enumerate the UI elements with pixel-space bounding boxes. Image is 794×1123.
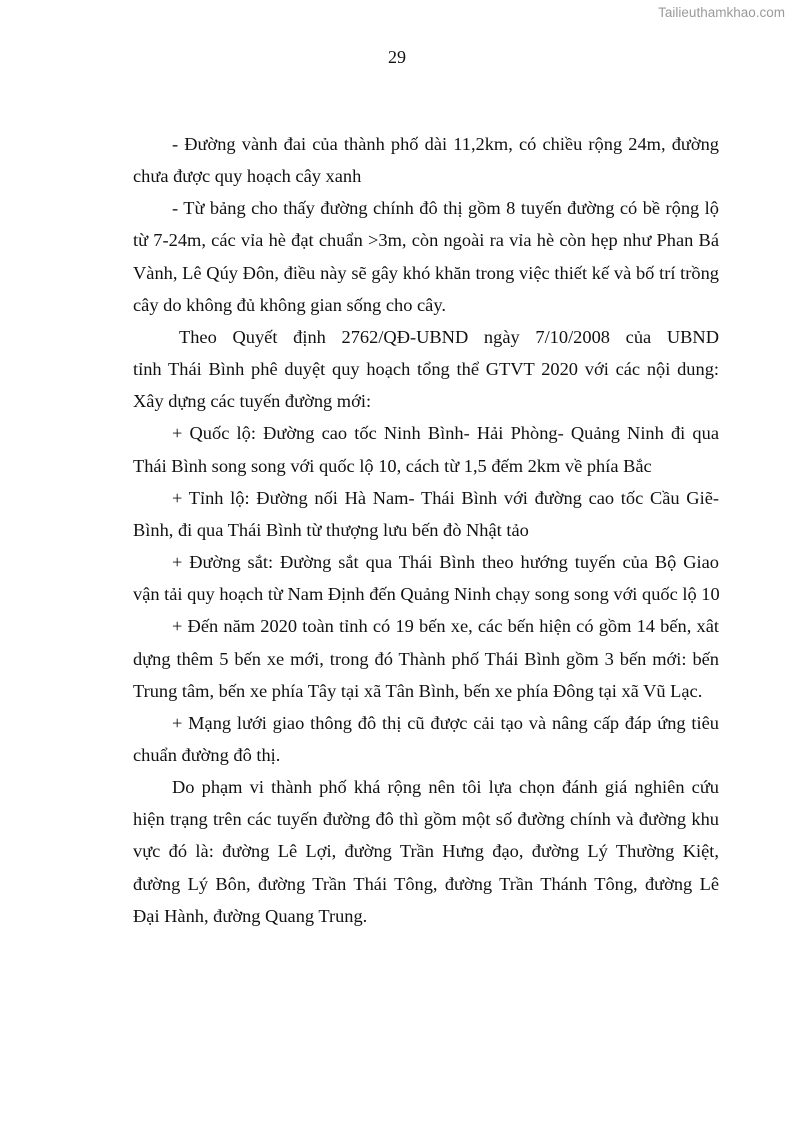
paragraph bbox=[133, 417, 719, 481]
text-line: cây do không đủ không gian sống cho cây. bbox=[133, 294, 446, 315]
paragraph bbox=[133, 546, 719, 610]
paragraph bbox=[133, 771, 719, 932]
text-line: + Tỉnh lộ: Đường nối Hà Nam- Thái Bình với đường cao tốc Cầu Giẽ- bbox=[172, 487, 719, 508]
text-line: Đại Hành, đường Quang Trung. bbox=[133, 905, 368, 926]
text-line: vực đó là: đường Lê Lợi, đường Trần Hưng đạo, đường Lý Thường Kiệt, bbox=[133, 841, 719, 862]
text-line: Bình, đi qua Thái Bình từ thượng lưu bến đò Nhật tảo bbox=[133, 519, 529, 540]
text-line: - Đường vành đai của thành phố dài 11,2km, có chiều rộng 24m, đường bbox=[172, 134, 719, 154]
paragraph bbox=[133, 128, 719, 192]
text-line: Xây dựng các tuyến đường mới: bbox=[133, 391, 372, 412]
text-line: - Từ bảng cho thấy đường chính đô thị gồm 8 tuyến đường có bề rộng lộ bbox=[172, 198, 719, 219]
text-line: Theo Quyết định 2762/QĐ-UBND ngày 7/10/2008 của UBND bbox=[179, 326, 719, 347]
paragraph bbox=[133, 610, 719, 706]
paragraph bbox=[133, 321, 719, 417]
text-line: + Mạng lưới giao thông đô thị cũ được cải tạo và nâng cấp đáp ứng tiêu bbox=[172, 712, 719, 733]
paragraph bbox=[133, 707, 719, 771]
text-line: hiện trạng trên các tuyến đường đô thì gồm một số đường chính và đường khu bbox=[133, 809, 719, 830]
text-line: chưa được quy hoạch cây xanh bbox=[133, 166, 362, 187]
paragraph bbox=[133, 482, 719, 546]
document-body bbox=[133, 128, 719, 932]
text-line: chuẩn đường đô thị. bbox=[133, 744, 281, 765]
text-line: từ 7-24m, các vỉa hè đạt chuẩn >3m, còn ngoài ra vỉa hè còn hẹp như Phan Bá bbox=[133, 230, 719, 251]
text-line: Do phạm vi thành phố khá rộng nên tôi lựa chọn đánh giá nghiên cứu bbox=[172, 777, 719, 798]
text-line: Thái Bình song song với quốc lộ 10, cách từ 1,5 đếm 2km về phía Bắc bbox=[133, 455, 652, 476]
paragraph bbox=[133, 192, 719, 321]
text-line: Vành, Lê Qúy Đôn, điều này sẽ gây khó khăn trong việc thiết kế và bố trí trồng bbox=[133, 262, 719, 283]
page-number: 29 bbox=[388, 47, 406, 67]
text-line: vận tải quy hoạch từ Nam Định đến Quảng Ninh chạy song song với quốc lộ 10 bbox=[133, 584, 720, 605]
text-line: Trung tâm, bến xe phía Tây tại xã Tân Bình, bến xe phía Đông tại xã Vũ Lạc. bbox=[133, 680, 703, 701]
text-line: + Đường sắt: Đường sắt qua Thái Bình theo hướng tuyến của Bộ Giao bbox=[172, 552, 719, 573]
text-line: đường Lý Bôn, đường Trần Thái Tông, đường Trần Thánh Tông, đường Lê bbox=[133, 873, 719, 894]
text-line: + Quốc lộ: Đường cao tốc Ninh Bình- Hải Phòng- Quảng Ninh đi qua bbox=[172, 423, 719, 444]
watermark: Tailieuthamkhao.com bbox=[658, 5, 785, 20]
text-line: tỉnh Thái Bình phê duyệt quy hoạch tổng thể GTVT 2020 với các nội dung: bbox=[133, 359, 719, 380]
text-line: + Đến năm 2020 toàn tỉnh có 19 bến xe, các bến hiện có gồm 14 bến, xât bbox=[172, 616, 719, 637]
text-line: dựng thêm 5 bến xe mới, trong đó Thành phố Thái Bình gồm 3 bến mới: bến bbox=[133, 648, 719, 669]
